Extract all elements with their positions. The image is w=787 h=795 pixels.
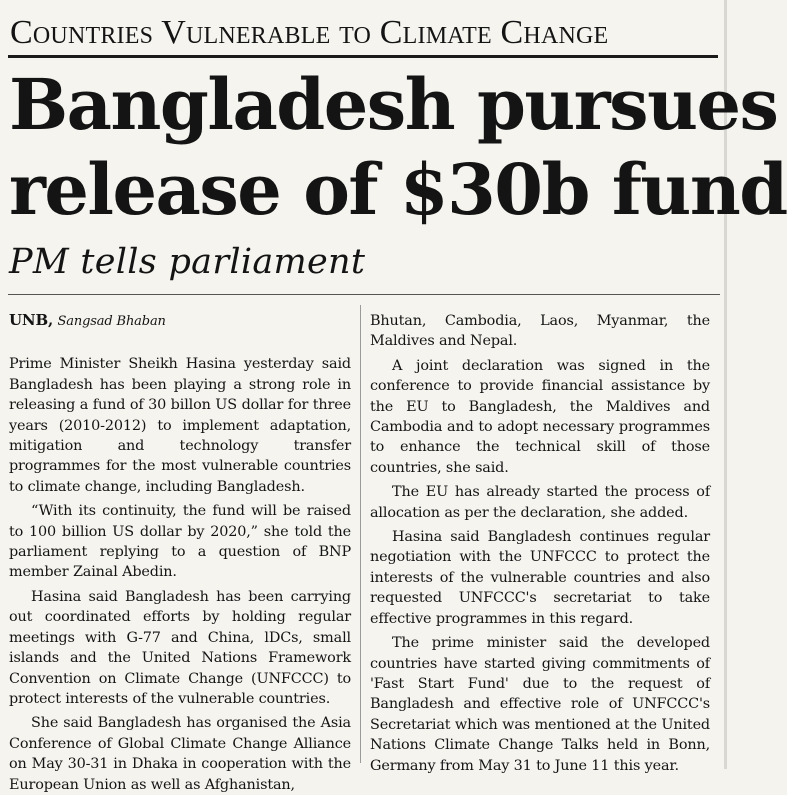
paragraph-left-4: She said Bangladesh has organised the Asia Conference of Global Climate Change Alliance on May 30-31 in Dhaka in cooperation with the European Union as well as Afghanistan,: [9, 715, 351, 793]
paragraph-right-1: Bhutan, Cambodia, Laos, Myanmar, the Maldives and Nepal.: [370, 313, 710, 350]
byline: [9, 310, 351, 332]
paragraph-right-5: The prime minister said the developed countries have started giving commitments of 'Fast Start Fund' due to the request of Bangladesh and effective role of UNFCCC's Secretariat which was mentioned at the United Nations Climate Change Talks held in Bonn, Germany from May 31 to June 11 this year.: [370, 635, 710, 774]
byline-agency: UNB,: [9, 311, 54, 329]
article-column-right: [370, 311, 710, 776]
paragraph-right-4: Hasina said Bangladesh continues regular negotiation with the UNFCCC to protect the interests of the vulnerable countries and also requested UNFCCC's secretariat to take effective programmes in this regard.: [370, 529, 710, 627]
article-column-left: [9, 310, 351, 795]
section-kicker: Countries Vulnerable to Climate Change: [10, 14, 609, 51]
paragraph-left-2: “With its continuity, the fund will be raised to 100 billion US dollar by 2020,” she told the parliament replying to a question of BNP member Zainal Abedin.: [9, 503, 351, 581]
paragraph-left-3: Hasina said Bangladesh has been carrying out coordinated efforts by holding regular meetings with G-77 and China, lDCs, small islands and the United Nations Framework Convention on Climate Change (UNFCCC) to protect interests of the vulnerable countries.: [9, 588, 351, 707]
article-subhead: PM tells parliament: [9, 242, 366, 282]
byline-place: Sangsad Bhaban: [57, 314, 166, 329]
subhead-rule: [8, 294, 720, 295]
article-headline: [9, 62, 787, 232]
paragraph-right-2: A joint declaration was signed in the conference to provide financial assistance by the EU to Bangladesh, the Maldives and Cambodia and to adopt necessary programmes to enhance the technical skill of those countries, she said.: [370, 357, 710, 476]
paragraph-left-1: Prime Minister Sheikh Hasina yesterday said Bangladesh has been playing a strong role in releasing a fund of 30 billon US dollar for three years (2010-2012) to implement adaptation, mitigation and technology transfer programmes for the most vulnerable countries to climate change, including Bangladesh.: [9, 356, 351, 495]
headline-line-1: Bangladesh pursues: [9, 63, 778, 146]
headline-line-2: release of $30b fund: [9, 148, 787, 231]
column-divider: [360, 305, 361, 763]
paragraph-right-3: The EU has already started the process of allocation as per the declaration, she added.: [370, 484, 710, 521]
kicker-rule: [8, 55, 718, 58]
